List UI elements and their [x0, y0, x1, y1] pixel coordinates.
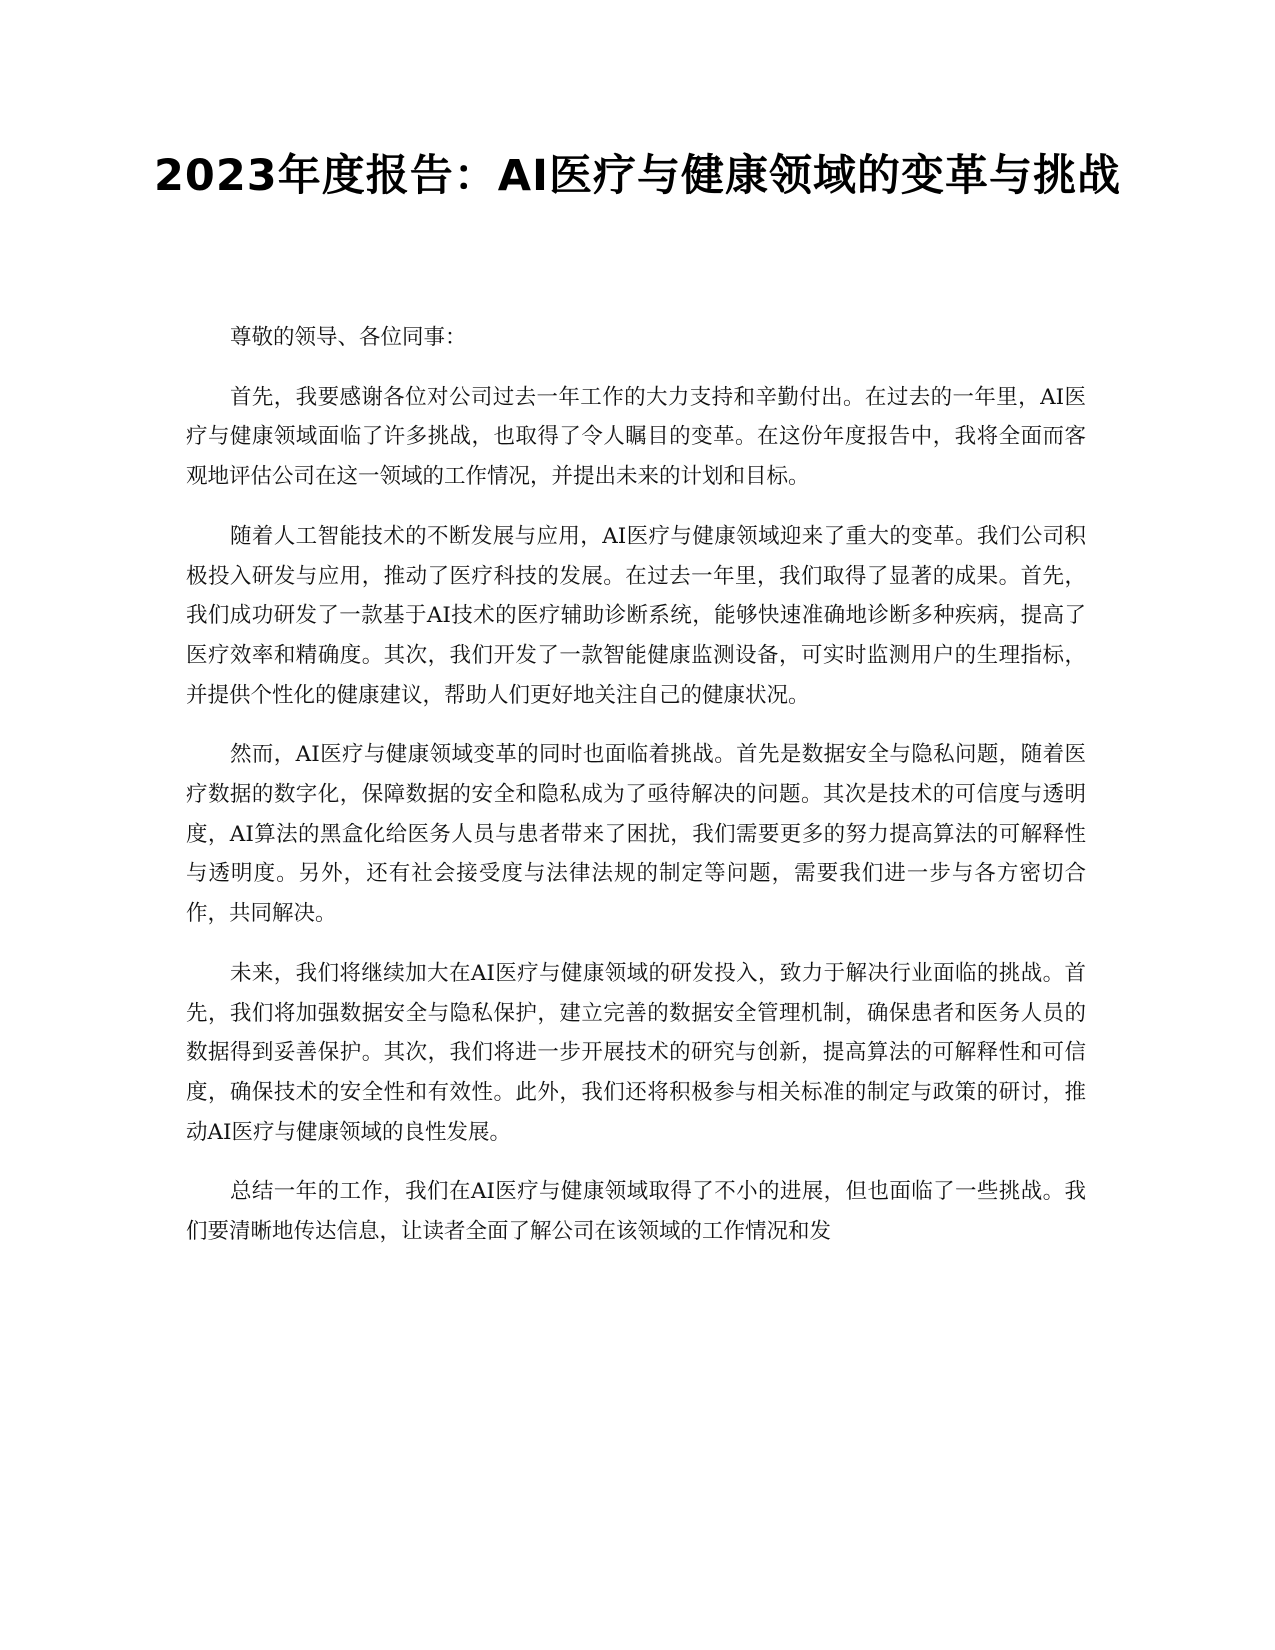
summary-paragraph: 总结一年的工作，我们在AI医疗与健康领域取得了不小的进展，但也面临了一些挑战。我们要清晰地传达信息，让读者全面了解公司在该领域的工作情况和发 [186, 1179, 1086, 1245]
challenges-paragraph: 然而，AI医疗与健康领域变革的同时也面临着挑战。首先是数据安全与隐私问题，随着医疗数据的数字化，保障数据的安全和隐私成为了亟待解决的问题。其次是技术的可信度与透明度，AI算法的黑盒化给医务人员与患者带来了困扰，我们需要更多的努力提高算法的可解释性与透明度。另外，还有社会接受度与法律法规的制定等问题，需要我们进一步与各方密切合作，共同解决。 [186, 742, 1086, 927]
document-title: 2023年度报告：AI医疗与健康领域的变革与挑战 [154, 151, 1121, 201]
document-body [186, 318, 1086, 1272]
intro-paragraph: 首先，我要感谢各位对公司过去一年工作的大力支持和辛勤付出。在过去的一年里，AI医疗与健康领域面临了许多挑战，也取得了令人瞩目的变革。在这份年度报告中，我将全面而客观地评估公司在这一领域的工作情况，并提出未来的计划和目标。 [186, 384, 1086, 490]
future-plans-paragraph: 未来，我们将继续加大在AI医疗与健康领域的研发投入，致力于解决行业面临的挑战。首先，我们将加强数据安全与隐私保护，建立完善的数据安全管理机制，确保患者和医务人员的数据得到妥善保护。其次，我们将进一步开展技术的研究与创新，提高算法的可解释性和可信度，确保技术的安全性和有效性。此外，我们还将积极参与相关标准的制定与政策的研讨，推动AI医疗与健康领域的良性发展。 [186, 960, 1086, 1145]
achievements-paragraph: 随着人工智能技术的不断发展与应用，AI医疗与健康领域迎来了重大的变革。我们公司积极投入研发与应用，推动了医疗科技的发展。在过去一年里，我们取得了显著的成果。首先，我们成功研发了一款基于AI技术的医疗辅助诊断系统，能够快速准确地诊断多种疾病，提高了医疗效率和精确度。其次，我们开发了一款智能健康监测设备，可实时监测用户的生理指标，并提供个性化的健康建议，帮助人们更好地关注自己的健康状况。 [186, 523, 1086, 708]
salutation-paragraph: 尊敬的领导、各位同事： [230, 325, 467, 350]
